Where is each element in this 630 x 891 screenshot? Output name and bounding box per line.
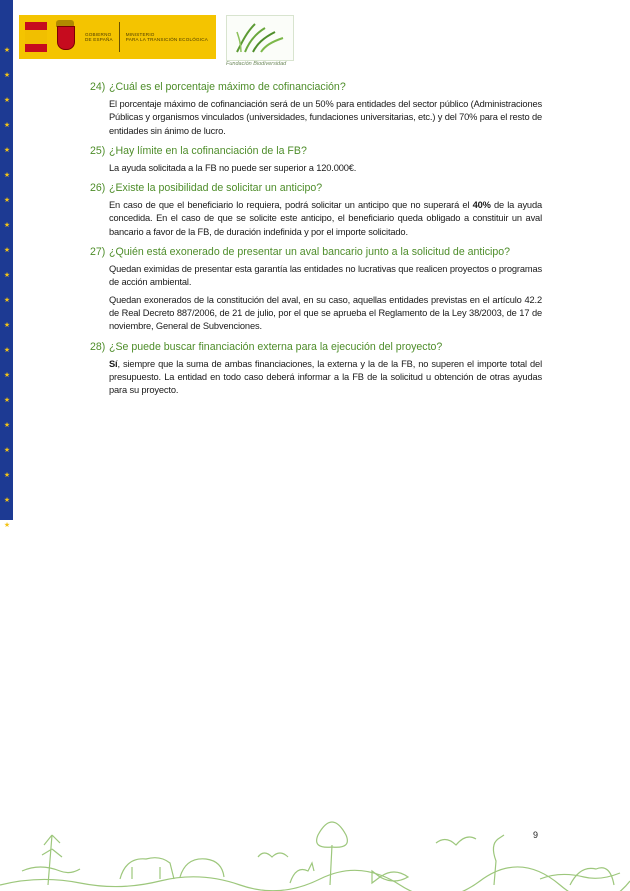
question-text: ¿Hay límite en la cofinanciación de la FB? <box>109 144 307 157</box>
faq-content <box>90 74 542 401</box>
answer-27 <box>109 263 542 333</box>
question-number: 26) <box>90 182 106 195</box>
answer-paragraph: Quedan eximidas de presentar esta garantía las entidades no lucrativas que realicen proyectos o programas de acción ambiental. <box>109 264 542 288</box>
question-number: 27) <box>90 246 106 259</box>
question-text: ¿Se puede buscar financiación externa para la ejecución del proyecto? <box>109 340 443 353</box>
question-text: ¿Cuál es el porcentaje máximo de cofinanciación? <box>109 81 346 93</box>
bird-icon <box>258 853 288 857</box>
gov-line-2: DE ESPAÑA <box>85 37 113 42</box>
answer-25 <box>109 162 542 175</box>
plant-icon <box>42 835 62 885</box>
eu-stars-icon: ★ ★ ★ ★ ★ ★ ★ ★ ★ ★ ★ ★ ★ ★ ★ ★ ★ ★ ★ ★ <box>3 47 11 529</box>
government-label <box>85 32 113 43</box>
answer-26 <box>109 199 542 239</box>
answer-paragraph <box>109 358 542 398</box>
answer-bold-yes: Sí <box>109 358 118 369</box>
question-text: ¿Existe la posibilidad de solicitar un anticipo? <box>109 182 323 195</box>
coat-of-arms-icon <box>51 20 79 54</box>
heron-icon <box>493 835 504 885</box>
tree-icon <box>317 822 348 885</box>
question-text: ¿Quién está exonerado de presentar un aval bancario junto a la solicitud de anticipo? <box>109 246 511 259</box>
question-27 <box>90 245 542 259</box>
page-number: 9 <box>533 830 539 840</box>
bird-flying-icon <box>436 837 476 845</box>
question-number: 25) <box>90 144 106 157</box>
answer-paragraph: Quedan exonerados de la constitución del aval, en su caso, aquellas entidades previstas en el artículo 42.2 de Real Decreto 887/2006, de 21 de julio, por el que se aprueba el Reglamento de la Ley 38/2003, de 17 de noviembre, General de Subvenciones. <box>109 294 542 332</box>
logo-divider <box>119 22 120 52</box>
answer-paragraph <box>109 199 542 239</box>
answer-text-after: , siempre que la suma de ambas financiaciones, la externa y la de la FB, no superen el importe total del presupuesto. La entidad en todo caso deberá informar a la FB de la solicitud u obtención de otras ayudas para su proyecto. <box>109 358 542 396</box>
fish-icon <box>372 871 408 883</box>
government-logo <box>19 15 216 59</box>
lizard-icon <box>22 867 80 873</box>
horse-icon <box>120 858 174 879</box>
ministry-line-2: PARA LA TRANSICIÓN ECOLÓGICA <box>125 37 209 42</box>
gov-line-1: GOBIERNO <box>85 31 112 37</box>
question-25 <box>90 144 542 158</box>
ministry-label <box>126 32 208 43</box>
lizard-2-icon <box>540 873 620 879</box>
fb-caption: Fundación Biodiversidad <box>226 61 287 67</box>
cat-icon <box>290 863 314 883</box>
ministry-line-1: MINISTERIO <box>125 31 155 37</box>
nature-footer-illustration <box>0 805 630 891</box>
question-24 <box>90 80 542 94</box>
grass-icon <box>0 867 630 891</box>
answer-28 <box>109 358 542 398</box>
answer-paragraph: La ayuda solicitada a la FB no puede ser superior a 120.000€. <box>109 162 357 173</box>
grass-icon <box>233 20 287 54</box>
question-28 <box>90 340 542 354</box>
answer-text-before: En caso de que el beneficiario lo requiera, podrá solicitar un anticipo que no superará el <box>109 200 473 211</box>
answer-paragraph: El porcentaje máximo de cofinanciación será de un 50% para entidades del sector público (Administraciones Públicas y organismos vinculados (universidades, fundaciones universitarias, etc.) y del 70% para el resto de entidades sin ánimo de lucro. <box>109 99 542 136</box>
answer-text-after: de la ayuda concedida. En el caso de que se solicite este anticipo, el beneficiario queda obligado a constituir un aval bancario a favor de la FB, de duración indefinida y por el importe solicitado. <box>109 200 542 237</box>
answer-24 <box>109 98 542 138</box>
question-number: 24) <box>90 81 106 93</box>
fundacion-biodiversidad-logo <box>226 15 294 61</box>
bear-icon <box>180 859 224 877</box>
spain-flag-icon <box>25 22 47 52</box>
question-26 <box>90 181 542 195</box>
answer-bold-percentage: 40% <box>472 200 491 211</box>
question-number: 28) <box>90 340 106 353</box>
